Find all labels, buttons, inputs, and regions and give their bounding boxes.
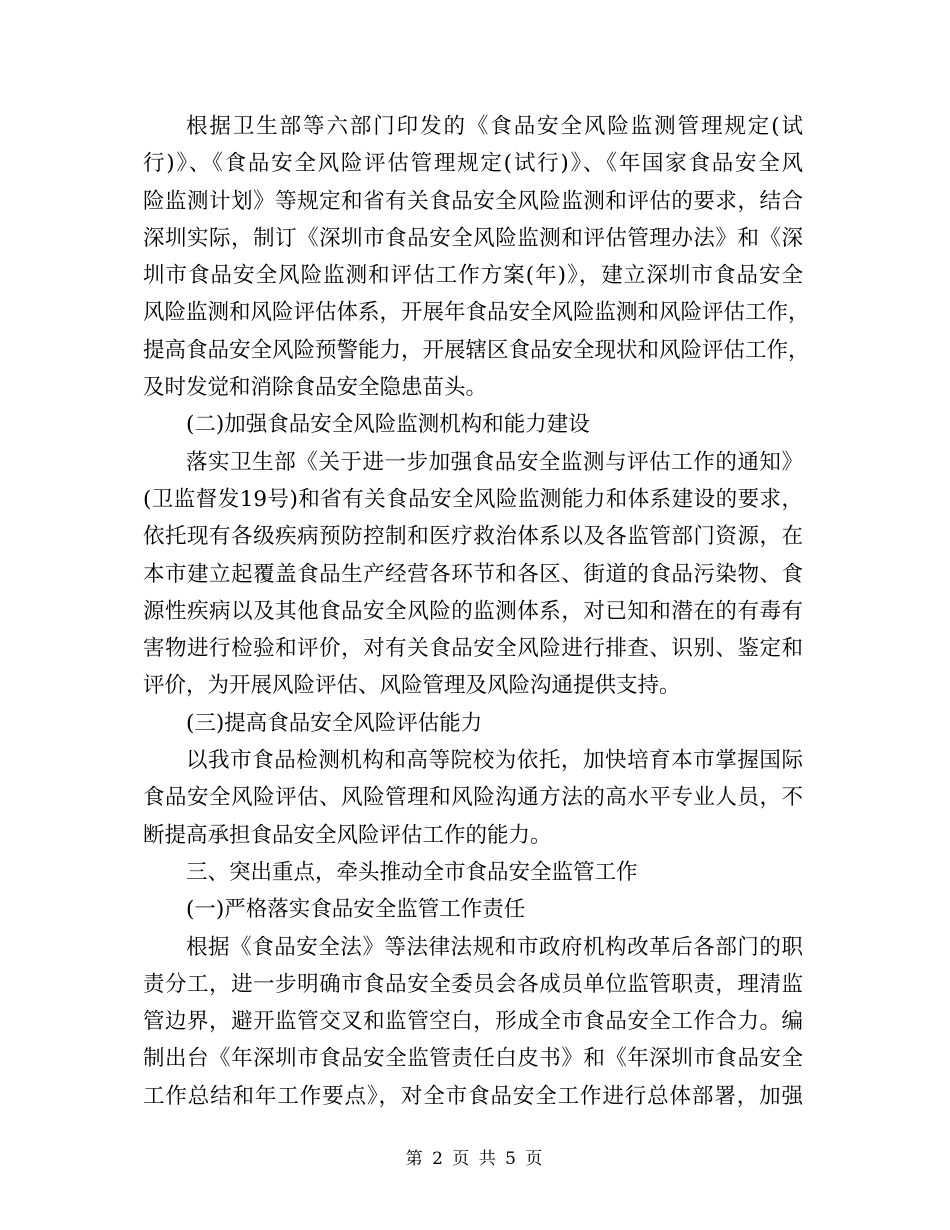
text-line: 险监测计划》等规定和省有关食品安全风险监测和评估的要求，结合 xyxy=(143,188,803,214)
text-line: 管边界，避开监管交叉和监管空白，形成全市食品安全工作合力。编 xyxy=(143,1009,803,1035)
text-line: 本市建立起覆盖食品生产经营各环节和各区、街道的食品污染物、食 xyxy=(143,561,803,587)
text-line: (二)加强食品安全风险监测机构和能力建设 xyxy=(186,412,590,438)
text-line: 评价，为开展风险评估、风险管理及风险沟通提供支持。 xyxy=(143,673,681,699)
text-line: 圳市食品安全风险监测和评估工作方案(年)》，建立深圳市食品安全 xyxy=(143,263,803,289)
text-line: 依托现有各级疾病预防控制和医疗救治体系以及各监管部门资源，在 xyxy=(143,524,803,550)
text-line: 制出台《年深圳市食品安全监管责任白皮书》和《年深圳市食品安全 xyxy=(143,1046,803,1072)
text-line: 以我市食品检测机构和高等院校为依托，加快培育本市掌握国际 xyxy=(186,748,803,774)
text-line: 食品安全风险评估、风险管理和风险沟通方法的高水平专业人员，不 xyxy=(143,785,803,811)
text-line: 源性疾病以及其他食品安全风险的监测体系，对已知和潜在的有毒有 xyxy=(143,598,803,624)
text-line: 根据《食品安全法》等法律法规和市政府机构改革后各部门的职 xyxy=(186,934,803,960)
text-line: 及时发觉和消除食品安全隐患苗头。 xyxy=(143,375,488,401)
text-line: 风险监测和风险评估体系，开展年食品安全风险监测和风险评估工作， xyxy=(143,300,810,326)
page-footer: 第 2 页 共 5 页 xyxy=(405,1149,545,1169)
text-line: (卫监督发19号)和省有关食品安全风险监测能力和体系建设的要求， xyxy=(143,486,803,512)
text-line: 断提高承担食品安全风险评估工作的能力。 xyxy=(143,822,552,848)
text-line: 行)》、《食品安全风险评估管理规定(试行)》、《年国家食品安全风 xyxy=(143,151,803,177)
text-line: 落实卫生部《关于进一步加强食品安全监测与评估工作的通知》 xyxy=(186,449,803,475)
text-line: 三、突出重点，牵头推动全市食品安全监管工作 xyxy=(186,859,638,885)
text-line: 深圳实际，制订《深圳市食品安全风险监测和评估管理办法》和《深 xyxy=(143,225,803,251)
text-line: (三)提高食品安全风险评估能力 xyxy=(186,710,483,736)
text-line: 责分工，进一步明确市食品安全委员会各成员单位监管职责，理清监 xyxy=(143,971,803,997)
text-line: 根据卫生部等六部门印发的《食品安全风险监测管理规定(试 xyxy=(186,114,803,139)
text-line: (一)严格落实食品安全监管工作责任 xyxy=(186,897,526,923)
text-line: 提高食品安全风险预警能力，开展辖区食品安全现状和风险评估工作， xyxy=(143,337,810,363)
text-line: 工作总结和年工作要点》，对全市食品安全工作进行总体部署，加强 xyxy=(143,1083,803,1109)
text-line: 害物进行检验和评价，对有关食品安全风险进行排查、识别、鉴定和 xyxy=(143,636,803,662)
document-body xyxy=(143,108,810,1115)
